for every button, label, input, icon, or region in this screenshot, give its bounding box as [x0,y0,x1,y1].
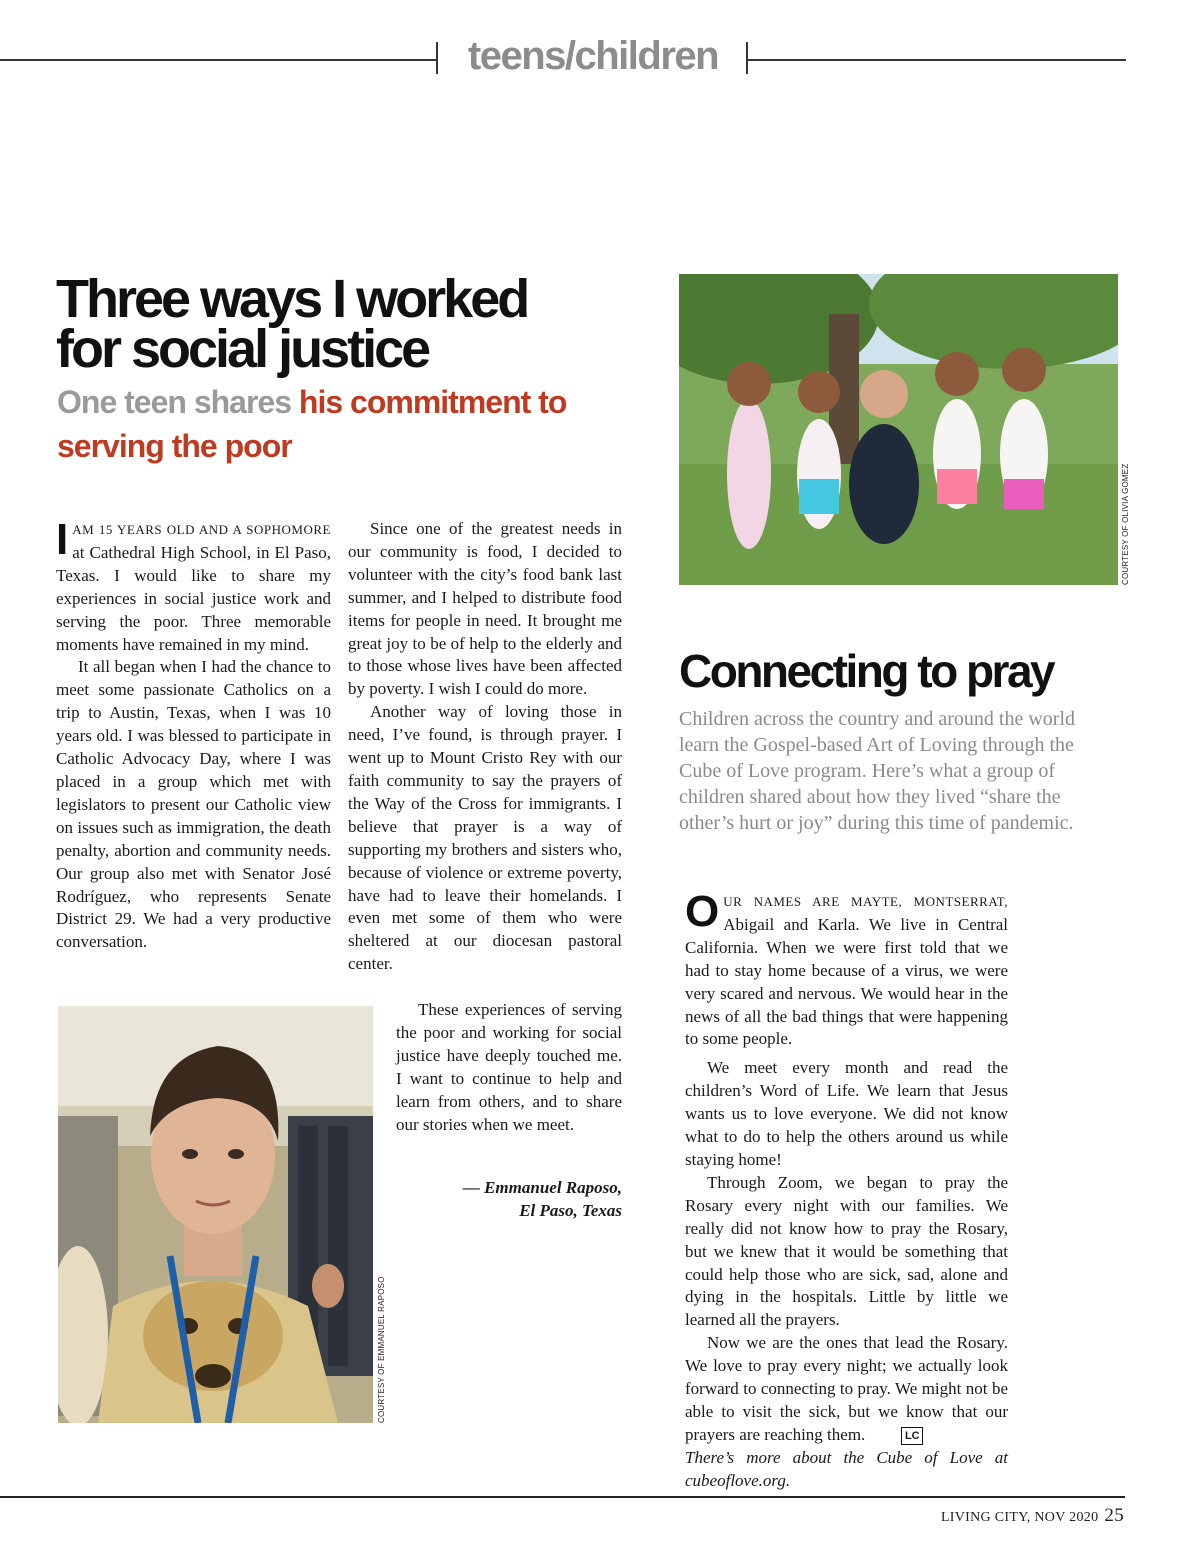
teen-photo-credit: COURTESY OF EMMANUEL RAPOSO [377,1276,386,1423]
article1-paragraph-1 [56,515,331,656]
dropcap: I [56,515,69,564]
article1-paragraph-4: Another way of loving those in need, I’ve found, is through prayer. I went up to Mount Cristo Rey with our faith community to say the prayers of the Way of the Cross for immigrants. I believe that prayer is a way of supporting my brothers and sisters who, because of violence or extreme poverty, have had to leave their homelands. I even met some of them who were sheltered at our diocesan pastoral center. [348,702,622,974]
header-tick-left [436,42,438,74]
headline-line-1: Three ways I worked [56,269,528,329]
article1-column-2b [396,999,622,1136]
header-rule-left [0,59,436,61]
header-rule-right [746,59,1126,61]
article2-note: There’s more about the Cube of Love at cubeoflove.org. [685,1447,1008,1490]
paragraph-text: at Cathedral High School, in El Paso, Texas. I would like to share my experiences in social justice work and serving the poor. Three memorable moments have remained in my mind. [56,542,331,654]
subhead-red: his commitment to serving the poor [57,384,567,464]
article1-paragraph-5: These experiences of serving the poor and working for social justice have deeply touched me. I want to continue to help and learn from others, and to share our stories when we meet. [396,1000,622,1134]
children-photo-credit: COURTESY OF OLIVIA GOMEZ [1121,463,1130,585]
article2-paragraph-1 [685,887,1008,1051]
article2-paragraph-3: Through Zoom, we began to pray the Rosary every night with our families. We really did not know how to pray the Rosary, but we knew that it would be something that could help those who are sick, sad, alone and dying in the hospitals. Little by little we learned all the prayers. [685,1172,1008,1330]
teen-photo [58,1006,373,1423]
article2-headline: Connecting to pray [679,645,1054,697]
footer-rule [0,1496,1125,1498]
children-photo [679,274,1118,585]
lead-caps: AM 15 YEARS OLD AND A SOPHOMORE [72,522,331,537]
footer-publication: LIVING CITY, NOV 2020 [940,1510,1099,1525]
signature-place: El Paso, Texas [519,1201,622,1220]
page-number: 25 [1104,1505,1124,1526]
footer [941,1505,1124,1527]
article1-headline [56,269,646,379]
section-title: teens/children [467,34,719,78]
article1-paragraph-3: Since one of the greatest needs in our community is food, I decided to volunteer with the city’s food bank last summer, and I helped to distribute food items for people in need. It brought me great joy to be of help to the elderly and to those whose lives have been affected by poverty. I wish I could do more. [348,519,622,699]
article1-paragraph-2: It all began when I had the chance to meet some passionate Catholics on a trip to Austin, Texas, when I was 10 years old. I was blessed to participate in Catholic Advocacy Day, where I was placed in a group which met with legislators to present our Catholic view on issues such as immigration, the death penalty, abortion and community needs. Our group also met with Senator José Rodríguez, who represents Senate District 29. We had a very productive conversation. [56,657,331,952]
article2-paragraph-4 [685,1332,1008,1447]
header-tick-right [746,42,748,74]
paragraph-text: Now we are the ones that lead the Rosary. We love to pray every night; we actually look forward to connecting to pray. We might not be able to visit the sick, but we know that our prayers are reaching them. [685,1333,1008,1444]
lead-caps: UR NAMES ARE MAYTE, MONTSERRAT, [723,894,1008,909]
signature-name: — Emmanuel Raposo, [462,1178,622,1197]
signature [396,1176,622,1222]
article2-intro: Children across the country and around the world learn the Gospel-based Art of Loving through the Cube of Love program. Here’s what a group of children shared about how they lived “share the other’s hurt or joy” during this time of pandemic. [679,708,1076,834]
article1-column-1 [56,515,331,954]
article2-paragraph-2: We meet every month and read the children’s Word of Life. We learn that Jesus wants us to love everyone. We did not know what to do to help the others around us while staying home! [685,1058,1008,1169]
paragraph-text: Abigail and Karla. We live in Central California. When we were first told that we had to stay home because of a virus, we were very scared and nervous. We would hear in the news of all the bad things that were happening to some people. [685,914,1008,1049]
dropcap-o: O [685,887,720,936]
article1-subhead [57,380,637,468]
lc-end-mark: LC [901,1427,923,1445]
article2-column [685,887,1008,1493]
headline-line-2: for social justice [56,319,429,379]
subhead-gray: One teen shares [57,384,291,420]
